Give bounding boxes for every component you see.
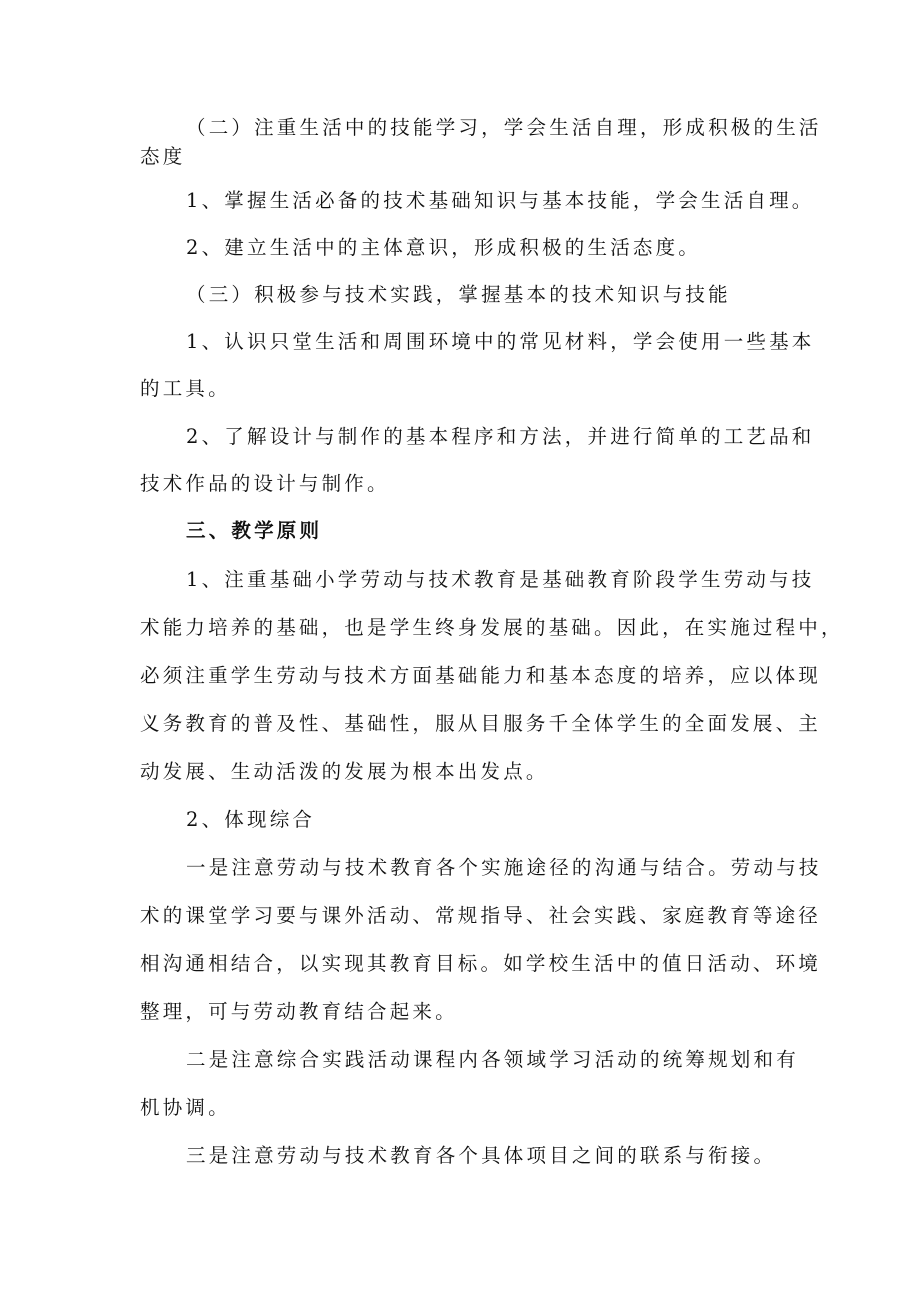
subheading-2-continued: 态度	[140, 145, 186, 168]
paragraph-continued: 机协调。	[140, 1096, 231, 1119]
paragraph: 三是注意劳动与技术教育各个具体项目之间的联系与衔接。	[186, 1144, 777, 1167]
paragraph-continued: 的工具。	[140, 377, 231, 400]
paragraph: 1、注重基础小学劳动与技术教育是基础教育阶段学生劳动与技	[186, 568, 815, 591]
paragraph: 1、认识只堂生活和周围环境中的常见材料，学会使用一些基本	[186, 330, 815, 353]
paragraph-continued: 动发展、生动活泼的发展为根本出发点。	[140, 760, 549, 783]
paragraph: 二是注意综合实践活动课程内各领域学习活动的统筹规划和有	[186, 1048, 799, 1071]
paragraph: 2、体现综合	[186, 808, 316, 831]
paragraph-continued: 必须注重学生劳动与技术方面基础能力和基本态度的培养，应以体现	[140, 664, 822, 687]
subheading-2: （二）注重生活中的技能学习，学会生活自理，形成积极的生活	[186, 116, 822, 139]
paragraph: 2、建立生活中的主体意识，形成积极的生活态度。	[186, 236, 702, 259]
paragraph: 2、了解设计与制作的基本程序和方法，并进行简单的工艺品和	[186, 425, 815, 448]
paragraph: 一是注意劳动与技术教育各个实施途径的沟通与结合。劳动与技	[186, 856, 822, 879]
paragraph-continued: 术的课堂学习要与课外活动、常规指导、社会实践、家庭教育等途径	[140, 904, 822, 927]
section-heading: 三、教学原则	[186, 519, 323, 542]
paragraph-continued: 技术作品的设计与制作。	[140, 472, 390, 495]
paragraph-continued: 术能力培养的基础，也是学生终身发展的基础。因此，在实施过程中，	[140, 616, 844, 639]
paragraph-continued: 义务教育的普及性、基础性，服从目服务千全体学生的全面发展、主	[140, 712, 822, 735]
paragraph-continued: 整理，可与劳动教育结合起来。	[140, 1000, 458, 1023]
paragraph: 1、掌握生活必备的技术基础知识与基本技能，学会生活自理。	[186, 189, 815, 212]
paragraph-continued: 相沟通相结合，以实现其教育目标。如学校生活中的值日活动、环境	[140, 952, 822, 975]
subheading-3: （三）积极参与技术实践，掌握基本的技术知识与技能	[186, 283, 731, 306]
